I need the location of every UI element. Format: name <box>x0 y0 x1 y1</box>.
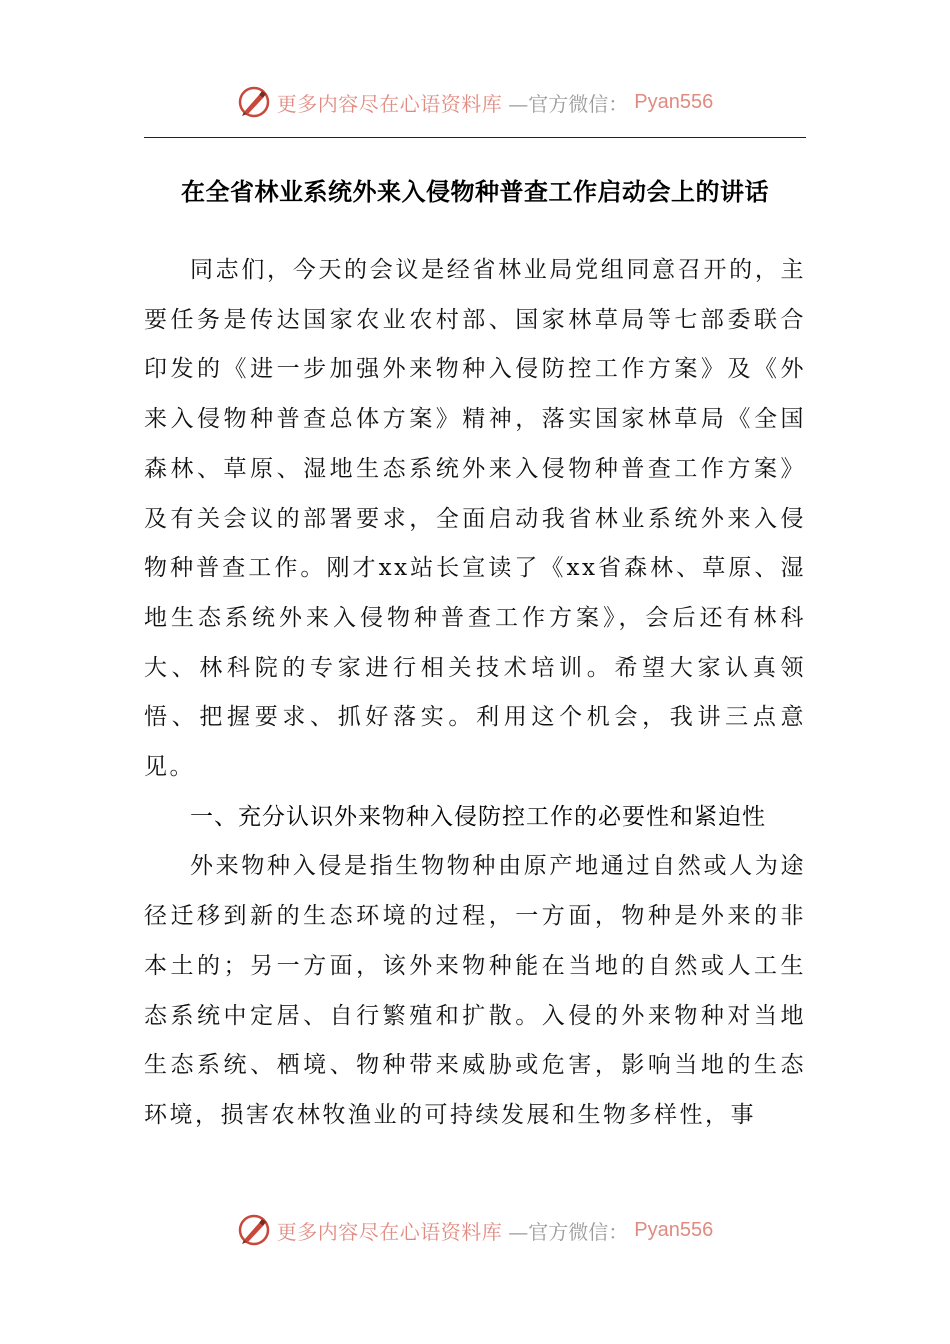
watermark-middle: —官方微信： <box>508 91 629 116</box>
document-title: 在全省林业系统外来入侵物种普查工作启动会上的讲话 <box>181 178 769 206</box>
pen-logo-icon <box>237 1213 271 1247</box>
watermark-middle: —官方微信： <box>508 1219 629 1244</box>
footer-watermark <box>0 1210 950 1250</box>
watermark-account: Pyan556 <box>634 1218 714 1241</box>
header-rule <box>144 137 806 138</box>
watermark-brand: 更多内容尽在心语资料库 <box>276 1219 503 1244</box>
watermark-account: Pyan556 <box>634 90 714 113</box>
pen-logo-icon <box>237 85 271 119</box>
paragraph-definition: 外来物种入侵是指生物物种由原产地通过自然或人为途径迁移到新的生态环境的过程，一方面，物种是外来的非本土的；另一方面，该外来物种能在当地的自然或人工生态系统中定居、自行繁殖和扩散。入侵的外来物种对当地生态系统、栖境、物种带来威胁或危害，影响当地的生态环境，损害农林牧渔业的可持续发展和生物多样性，事 <box>144 853 806 1128</box>
section-heading-1: 一、充分认识外来物种入侵防控工作的必要性和紧迫性 <box>190 803 766 830</box>
paragraph-intro: 同志们，今天的会议是经省林业局党组同意召开的，主要任务是传达国家农业农村部、国家林草局等七部委联合印发的《进一步加强外来物种入侵防控工作方案》及《外来入侵物种普查总体方案》精神，落实国家林草局《全国森林、草原、湿地生态系统外来入侵物种普查工作方案》及有关会议的部署要求，全面启动我省林业系统外来入侵物种普查工作。刚才xx站长宣读了《xx省森林、草原、湿地生态系统外来入侵物种普查工作方案》，会后还有林科大、林科院的专家进行相关技术培训。希望大家认真领悟、把握要求、抓好落实。利用这个机会，我讲三点意见。 <box>144 257 806 781</box>
header-watermark <box>0 82 950 122</box>
watermark-brand: 更多内容尽在心语资料库 <box>276 91 503 116</box>
document-body <box>144 246 806 1141</box>
